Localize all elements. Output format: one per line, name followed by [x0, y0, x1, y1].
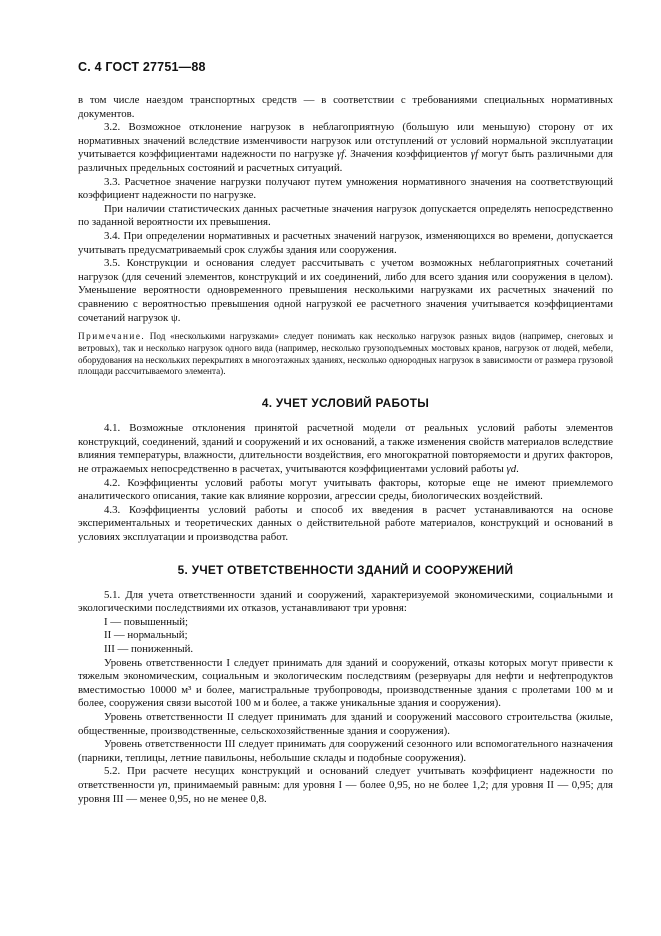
paragraph-4-1: 4.1. Возможные отклонения принятой расчетной модели от реальных условий работы элементов конструкций, соединений, зданий и сооружений и их оснований, а также изменения свойств материалов вследствие влияния температуры, влажности, длительности воздействия, его многократной повторяемости и других факторов, не отражаемых непосредственно в расчетах, учитываются коэффициентами условий работы γd.	[78, 422, 613, 476]
gamma-f-symbol: γf	[337, 148, 345, 161]
paragraph-continuation: в том числе наездом транспортных средств — в соответствии с требованиями специальных нормативных документов.	[78, 94, 613, 120]
paragraph-5-1: 5.1. Для учета ответственности зданий и сооружений, характеризуемой экономическими, социальными и экологическими последствиями их отказов, устанавливают три уровня:	[78, 588, 613, 615]
paragraph-3-2: 3.2. Возможное отклонение нагрузок в неблагоприятную (большую или меньшую) сторону от их нормативных значений вследствие изменчивости нагрузок или отступлений от условий нормальной эксплуатации учитывается коэффициентами надежности по нагрузке γf. Значения коэффициентов γf могут быть различными для различных предельных состояний и расчетных ситуаций.	[78, 121, 613, 174]
level-item: III — пониженный.	[104, 643, 194, 655]
paragraph-level-1: Уровень ответственности I следует принимать для зданий и сооружений, отказы которых могут привести к тяжелым экономическим, социальным и экологическим последствиям (резервуары для нефти и нефтепродуктов вместимостью 10000 м³ и более, магистральные трубопроводы, производственные здания с пролетами 100 м и более, сооружения связи высотой 100 м и более, а также уникальные здания и сооружения).	[78, 656, 613, 710]
level-item: II — нормальный;	[104, 629, 188, 642]
section-5-title: 5. УЧЕТ ОТВЕТСТВЕННОСТИ ЗДАНИЙ И СООРУЖЕНИЙ	[177, 562, 514, 577]
paragraph-4-2: 4.2. Коэффициенты условий работы могут учитывать факторы, которые еще не имеют приемлемого аналитического описания, такие как влияние коррозии, агрессии среды, биологических воздействий.	[78, 476, 613, 503]
page-header: С. 4 ГОСТ 27751—88	[78, 60, 206, 74]
document-page	[78, 60, 613, 806]
gamma-f-symbol: γf	[470, 148, 479, 161]
paragraph-3-5: 3.5. Конструкции и основания следует рассчитывать с учетом возможных неблагоприятных сочетаний нагрузок (для сечений элементов, конструкций и их соединений, либо для всего здания или сооружения в целом). Уменьшение вероятности одновременного превышения несколькими нагрузками их расчетных значений по сравнению с вероятностью превышения одной нагрузкой ее расчетного значения учитывается коэффициентами сочетаний нагрузок ψ.	[78, 257, 613, 324]
paragraph-3-4: 3.4. При определении нормативных и расчетных значений нагрузок, изменяющихся во времени, допускается учитывать предусматриваемый срок службы здания или сооружения.	[78, 229, 613, 256]
level-item: I — повышенный;	[104, 615, 189, 628]
section-4-title: 4. УЧЕТ УСЛОВИЙ РАБОТЫ	[261, 396, 430, 411]
paragraph-3-3-b: При наличии статистических данных расчетные значения нагрузок допускается определять непосредственно по заданной вероятности их превышения.	[78, 202, 613, 229]
paragraph-5-2: 5.2. При расчете несущих конструкций и оснований следует учитывать коэффициент надежности по ответственности γn, принимаемый равным: для уровня I — более 0,95, но не более 1,2; для уровня II — 0,95; для уровня III — менее 0,95, но не менее 0,8.	[78, 765, 614, 805]
paragraph-4-3: 4.3. Коэффициенты условий работы и способ их введения в расчет устанавливаются на основе экспериментальных и теоретических данных о действительной работе материалов, конструкций и оснований в условиях эксплуатации и производства работ.	[78, 503, 613, 544]
note-label: Примечание.	[78, 331, 146, 342]
paragraph-3-3: 3.3. Расчетное значение нагрузки получают путем умножения нормативного значения на соответствующий коэффициент надежности по нагрузке.	[78, 175, 613, 202]
paragraph-level-3: Уровень ответственности III следует принимать для сооружений сезонного или вспомогательного назначения (парники, теплицы, летние павильоны, небольшие склады и подобные сооружения).	[78, 738, 613, 764]
note: Примечание. Под «несколькими нагрузками» следует понимать как несколько нагрузок разных видов (например, снеговых и ветровых), так и несколько нагрузок одного вида (например, несколько грузоподъемных мостовых кранов, нагрузок от людей, мебели, оборудования на нескольких перекрытиях в многоэтажных зданиях, несколько однородных нагрузок в зависимости от размера грузовой площади рассчитываемого элемента).	[78, 331, 613, 377]
gamma-d-symbol: γd	[506, 463, 517, 476]
paragraph-level-2: Уровень ответственности II следует принимать для зданий и сооружений массового строительства (жилые, общественные, производственные, сельскохозяйственные здания и сооружения).	[78, 710, 613, 737]
gamma-n-symbol: γn	[157, 778, 168, 791]
